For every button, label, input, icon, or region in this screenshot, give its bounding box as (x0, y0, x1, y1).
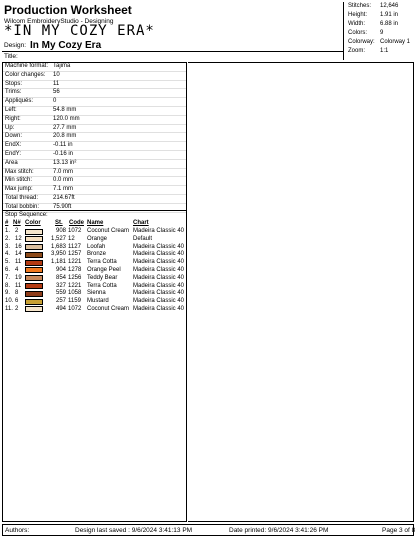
info-row (3, 160, 186, 169)
info-value: 120.0 mm (53, 115, 80, 122)
stop-chart: Madeira Classic 40 (133, 266, 185, 273)
col-color: Color (25, 220, 41, 226)
stop-name: Terra Cotta (87, 282, 117, 289)
info-label: Color changes: (5, 71, 46, 78)
info-row (3, 169, 186, 178)
stop-st: 908 (55, 228, 66, 234)
stop-num: 2. (5, 235, 11, 242)
summary-label: Height: (348, 12, 368, 18)
stop-st: 1,683 (50, 243, 66, 250)
stop-table-header (3, 220, 186, 228)
stop-chart: Madeira Classic 40 (133, 290, 185, 297)
stop-sequence-label: Stop Sequence: (5, 212, 48, 218)
info-value: 27.7 mm (53, 124, 77, 131)
stop-n: 16 (15, 243, 22, 250)
stop-st: 327 (55, 282, 66, 289)
stop-name: Orange (87, 235, 108, 242)
info-row (3, 116, 186, 125)
stop-name: Orange Peel (87, 266, 121, 273)
col-chart: Chart (133, 220, 149, 226)
info-value: 75.90ft (53, 203, 72, 210)
color-swatch (25, 275, 43, 281)
info-value: 56 (53, 89, 60, 96)
info-label: Area (5, 159, 18, 166)
footer-date-printed: Date printed: 9/6/2024 3:41:26 PM (229, 527, 329, 534)
stop-row (3, 236, 186, 244)
stop-code: 1072 (68, 228, 82, 234)
info-value: -0.16 in (53, 150, 74, 157)
col-stitches: St. (55, 220, 63, 226)
info-value: 214.67ft (53, 194, 75, 201)
stop-name: Teddy Bear (87, 274, 118, 281)
stop-st: 904 (55, 266, 66, 273)
summary-value: Colorway 1 (380, 39, 411, 45)
stop-n: 11 (15, 282, 22, 289)
stop-name: Bronze (87, 251, 107, 258)
footer-authors: Authors: (5, 527, 30, 534)
footer-last-saved: Design last saved : 9/6/2024 3:41:13 PM (75, 527, 193, 534)
design-value: In My Cozy Era (30, 40, 102, 51)
info-label: Up: (5, 124, 15, 131)
info-label: Max stitch: (5, 168, 34, 175)
color-swatch (25, 260, 43, 266)
info-label: EndY: (5, 150, 22, 157)
info-label: Appliqués: (5, 98, 34, 105)
stop-row (3, 259, 186, 267)
stop-st: 1,527 (50, 235, 66, 242)
stop-n: 2 (15, 228, 19, 234)
summary-label: Colorway: (348, 39, 375, 45)
summary-value: 12,646 (380, 3, 399, 9)
color-swatch (25, 267, 43, 273)
stop-row (3, 228, 186, 236)
info-value: 13.13 in² (53, 159, 77, 166)
info-value: Tajima (53, 63, 71, 69)
stop-num: 5. (5, 259, 11, 266)
stop-code: 1221 (68, 282, 82, 289)
info-label: Left: (5, 106, 17, 113)
stop-st: 854 (55, 274, 66, 281)
stop-row (3, 290, 186, 298)
info-row (3, 107, 186, 116)
stop-n: 2 (15, 305, 19, 312)
stop-chart: Madeira Classic 40 (133, 228, 185, 234)
stop-code: 1159 (68, 298, 81, 305)
stop-code: 12 (68, 235, 75, 242)
stop-num: 6. (5, 266, 11, 273)
stop-code: 1278 (68, 266, 82, 273)
summary-panel (344, 2, 414, 60)
app-subtitle: Wilcom EmbroideryStudio - Designing (4, 18, 114, 25)
summary-value: 1:1 (380, 48, 389, 54)
info-value: -0.11 in (53, 142, 73, 149)
info-label: Total thread: (5, 194, 39, 201)
info-row (3, 125, 186, 134)
info-label: Down: (5, 133, 23, 140)
stop-row (3, 267, 186, 275)
color-swatch (25, 244, 43, 250)
info-row (3, 89, 186, 98)
footer-page: Page 3 of 8 (382, 527, 416, 534)
stop-num: 7. (5, 274, 11, 281)
summary-label: Zoom: (348, 48, 366, 54)
stop-num: 8. (5, 282, 11, 289)
info-label: Stops: (5, 80, 23, 87)
worksheet-header (2, 2, 414, 60)
summary-value: 6.88 in (380, 21, 399, 27)
stop-chart: Madeira Classic 40 (133, 282, 185, 289)
stop-name: Loofah (87, 243, 106, 250)
stop-code: 1072 (68, 305, 82, 312)
info-row (3, 72, 186, 81)
info-value: 7.0 mm (53, 168, 74, 175)
col-num: # (5, 220, 9, 226)
info-value: 54.8 mm (53, 106, 77, 113)
stop-chart: Madeira Classic 40 (133, 251, 185, 258)
stop-code: 1256 (68, 274, 82, 281)
stop-code: 1221 (68, 259, 82, 266)
stop-name: Mustard (87, 298, 109, 305)
stop-row (3, 275, 186, 283)
info-label: Total bobbin: (5, 203, 40, 210)
info-row (3, 177, 186, 186)
stop-n: 19 (15, 274, 22, 281)
stop-st: 1,181 (50, 259, 66, 266)
info-row (3, 98, 186, 107)
stop-row (3, 244, 186, 252)
info-value: 20.8 mm (53, 133, 77, 140)
design-label: Design: (4, 42, 27, 49)
worksheet-footer (2, 524, 414, 536)
color-swatch (25, 236, 43, 242)
stop-name: Sienna (87, 290, 106, 297)
stop-num: 9. (5, 290, 11, 297)
summary-label: Colors: (348, 30, 368, 36)
stop-st: 494 (55, 305, 66, 312)
title-row (2, 51, 344, 60)
details-column (2, 62, 187, 522)
color-swatch (25, 252, 43, 258)
stop-code: 1257 (68, 251, 82, 258)
color-swatch (25, 283, 43, 289)
design-name-display: *IN MY COZY ERA* (4, 23, 155, 39)
info-label: Right: (5, 115, 21, 122)
stop-n: 4 (15, 266, 19, 273)
stop-code: 1127 (68, 243, 81, 250)
stop-n: 14 (15, 251, 22, 258)
stop-n: 12 (15, 235, 22, 242)
stop-chart: Madeira Classic 40 (133, 274, 185, 281)
color-swatch (25, 229, 43, 235)
stop-name: Coconut Cream (87, 305, 130, 312)
production-worksheet (2, 2, 414, 536)
info-value: 0.0 mm (53, 177, 74, 184)
info-value: 10 (53, 71, 60, 78)
stop-n: 8 (15, 290, 19, 297)
stop-num: 10. (5, 298, 14, 305)
stop-name: Coconut Cream (87, 228, 130, 234)
color-swatch (25, 291, 43, 297)
stop-st: 3,950 (50, 251, 66, 258)
stop-row (3, 251, 186, 259)
stop-num: 1. (5, 228, 11, 234)
stop-chart: Default (133, 235, 153, 242)
stop-chart: Madeira Classic 40 (133, 243, 185, 250)
info-row (3, 142, 186, 151)
machine-info (3, 63, 186, 213)
info-row (3, 151, 186, 160)
info-row (3, 133, 186, 142)
summary-label: Width: (348, 21, 366, 27)
stop-chart: Madeira Classic 40 (133, 298, 185, 305)
stop-n: 11 (15, 259, 22, 266)
stop-num: 11. (5, 305, 13, 312)
info-value: 11 (53, 80, 60, 87)
stop-row (3, 298, 186, 306)
stop-sequence-rows (3, 228, 186, 314)
summary-value: 1.91 in (380, 12, 399, 18)
info-label: Machine format: (5, 63, 49, 69)
info-value: 7.1 mm (53, 186, 74, 193)
col-needle: N# (13, 220, 21, 226)
col-name: Name (87, 220, 104, 226)
info-value: 0 (53, 98, 57, 105)
info-row (3, 195, 186, 204)
stop-name: Terra Cotta (87, 259, 117, 266)
summary-value: 9 (380, 30, 384, 36)
stop-code: 1058 (68, 290, 82, 297)
stop-st: 257 (55, 298, 66, 305)
title-label: Title: (4, 53, 18, 60)
preview-area (188, 62, 414, 522)
col-code: Code (69, 220, 84, 226)
info-row (3, 186, 186, 195)
stop-st: 559 (55, 290, 66, 297)
info-label: Trims: (5, 89, 22, 96)
stop-row (3, 283, 186, 291)
summary-label: Stitches: (348, 3, 372, 9)
stop-chart: Madeira Classic 40 (133, 259, 185, 266)
color-swatch (25, 306, 43, 312)
stop-n: 6 (15, 298, 19, 305)
stop-chart: Madeira Classic 40 (133, 305, 185, 312)
stop-num: 4. (5, 251, 11, 258)
info-row (3, 81, 186, 90)
info-label: Min stitch: (5, 177, 33, 184)
info-label: Max jump: (5, 186, 33, 193)
color-swatch (25, 299, 43, 305)
stop-num: 3. (5, 243, 11, 250)
page-title: Production Worksheet (4, 3, 132, 17)
info-row (3, 63, 186, 72)
info-label: EndX: (5, 142, 22, 149)
stop-row (3, 306, 186, 314)
